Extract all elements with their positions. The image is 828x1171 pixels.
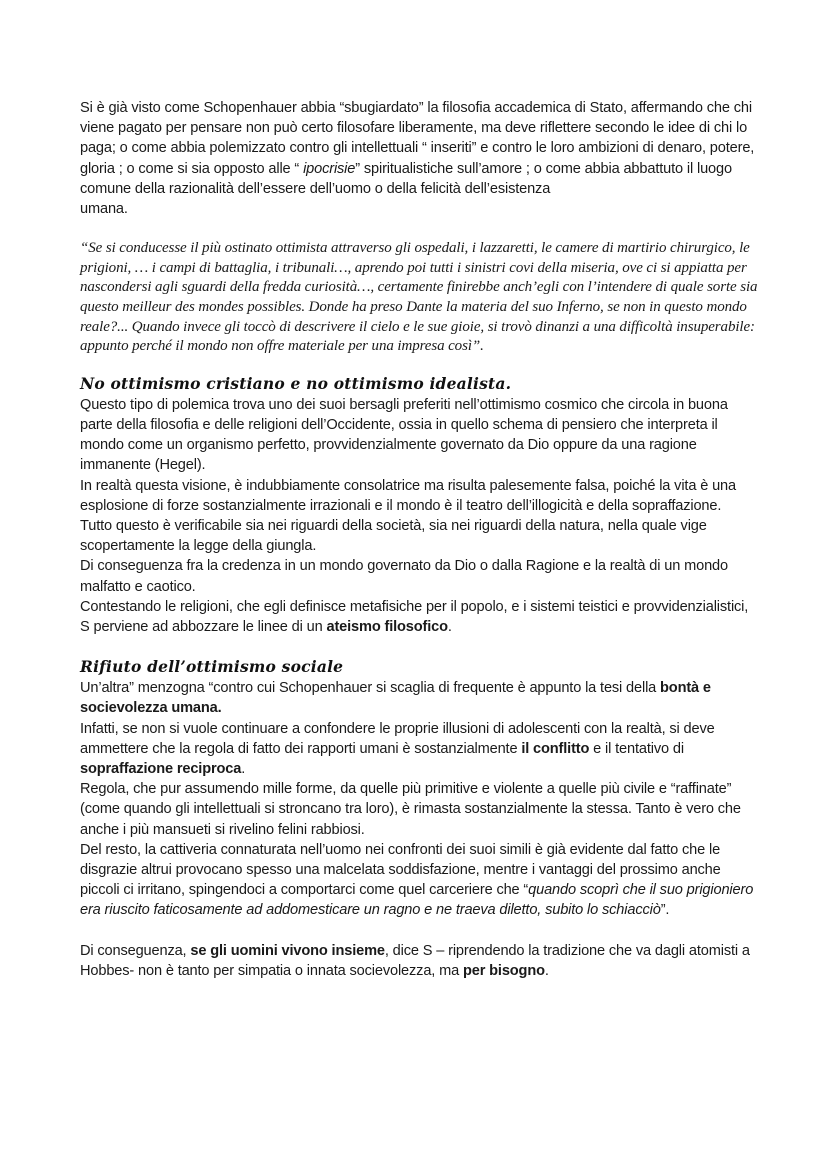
text: Di conseguenza,	[80, 942, 191, 959]
text: Contestando le religioni, che egli definisce metafisiche per il popolo, e i sistemi teistici e provvidenzialistici, S perviene ad abbozzare le linee di un	[80, 598, 749, 636]
bold-term: se gli uomini vivono insieme	[190, 942, 385, 959]
text: Un’altra” menzogna “contro cui Schopenhauer si scaglia di frequente è appunto la tesi della	[80, 680, 661, 697]
bold-term: per bisogno	[462, 962, 545, 979]
schopenhauer-quote: “Se si conducesse il più ostinato ottimista attraverso gli ospedali, i lazzaretti, le camere di martirio chirurgico, le prigioni, … i campi di battaglia, i tribunali…, aprendo poi tutti i sinistri covi della miseria, ove ci si appiatta per nascondersi agli sguardi della fredda curiosità…, certamente finirebbe anch’egli con l’intendere di quale sorte sia questo meilleur des mondes possibles. Donde ha preso Dante la materia del suo Inferno, se non in questo mondo reale?... Quando invece gli toccò di descrivere il cielo e le sue gioie, si trovò dinanzi a una difficoltà insuperabile: appunto perché il mondo non offre materiale per una impresa così”.	[80, 240, 758, 355]
section1-paragraph: Questo tipo di polemica trova uno dei suoi bersagli preferiti nell’ottimismo cosmico che circola in buona parte della filosofia e delle religioni dell’Occidente, ossia in quello schema di pensiero che interpreta il mondo come un organismo perfetto, provvidenzialmente governato da Dio oppure da una ragione immanente (Hegel).	[80, 396, 728, 474]
italic-quote: quando scoprì che il suo prigioniero era riuscito faticosamente ad addomesticare un ragno e ne traeva diletto, subito lo schiacciò	[80, 882, 754, 919]
bold-term: bontà e socievolezza umana.	[80, 680, 711, 717]
section2-paragraph	[80, 840, 760, 921]
bold-term: il conflitto	[521, 740, 590, 757]
text: .	[241, 761, 246, 778]
section1-paragraph: In realtà questa visione, è indubbiamente consolatrice ma risulta palesemente falsa, poiché la vita è una esplosione di forze sostanzialmente irrazionali e il mondo è il teatro dell’illogicità e della sopraffazione.	[80, 477, 736, 514]
text: ”.	[660, 902, 670, 919]
text: Del resto, la cattiveria connaturata nell’uomo nei confronti dei suoi simili è già evidente dal fatto che le disgrazie altrui provocano spesso una malcelata soddisfazione, mentre i vantaggi del prossimo anche piccoli ci irritano, spingendoci a comportarci come quel carceriere che “	[80, 841, 721, 899]
section1-paragraph: Tutto questo è verificabile sia nei riguardi della società, sia nei riguardi della natura, nella quale vige scopertamente la legge della giungla.	[80, 518, 707, 555]
text: , dice S – riprendendo la tradizione che va dagli atomisti a Hobbes- non è tanto per simpatia o innata socievolezza, ma	[80, 942, 750, 979]
intro-paragraph	[80, 98, 760, 219]
section2-paragraph	[80, 678, 760, 718]
intro-text-last: umana.	[80, 201, 128, 218]
intro-italic-term: ipocrisie	[303, 160, 356, 177]
bold-term: sopraffazione reciproca	[80, 761, 242, 778]
section2-paragraph-conclusion	[80, 941, 760, 981]
section1-paragraph-ateismo	[80, 597, 760, 637]
text: .	[447, 619, 452, 636]
text: Infatti, se non si vuole continuare a confondere le proprie illusioni di adolescenti con la realtà, si deve ammettere che la regola di fatto dei rapporti umani è sostanzialmente	[80, 720, 715, 757]
section2-paragraph: Regola, che pur assumendo mille forme, da quelle più primitive e violente a quelle più civile e “raffinate” (come quando gli intellettuali si stroncano tra loro), è rimasta sostanzialmente la stessa. Tanto è vero che anche i più mansueti si rivelino felini rabbiosi.	[80, 781, 741, 838]
section-heading-ottimismo-sociale: Rifiuto dell’ottimismo sociale	[80, 657, 344, 677]
section1-paragraph: Di conseguenza fra la credenza in un mondo governato da Dio o dalla Ragione e la realtà di un mondo malfatto e caotico.	[80, 558, 728, 595]
section2-paragraph	[80, 719, 760, 780]
section-heading-ottimismo-cristiano: No ottimismo cristiano e no ottimismo idealista.	[80, 373, 512, 393]
intro-text: Si è già visto come Schopenhauer abbia “sbugiardato” la filosofia accademica di Stato, affermando che chi viene pagato per pensare non può certo filosofare liberamente, ma deve riflettere secondo le idee di chi lo paga; o come abbia polemizzato contro gli intellettuali “ inseriti” e contro le loro ambizioni di denaro, potere, gloria ; o come si sia opposto alle “	[80, 100, 755, 177]
text: .	[544, 962, 549, 979]
document-page	[80, 98, 760, 981]
bold-term: ateismo filosofico	[326, 619, 448, 636]
intro-text-end: ” spiritualistiche sull’amore ; o come abbia abbattuto il luogo comune della razionalità dell’essere dell’uomo o della felicità dell’esistenza	[80, 160, 732, 197]
text: e il tentativo di	[589, 740, 684, 757]
spacer	[80, 921, 760, 941]
